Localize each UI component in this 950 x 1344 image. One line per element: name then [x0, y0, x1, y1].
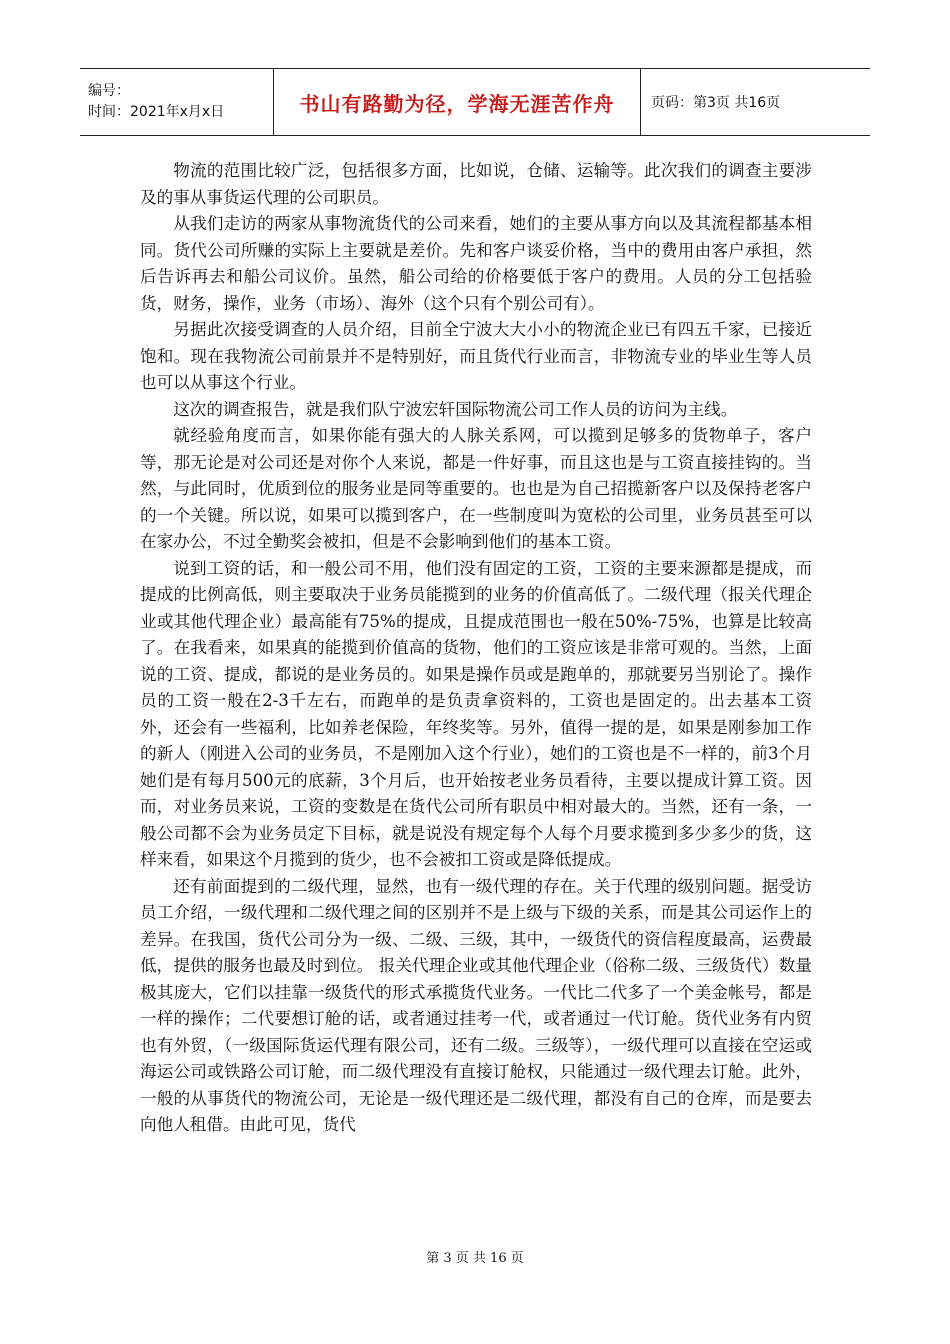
header-meta — [80, 69, 273, 135]
doc-number-label: 编号： — [88, 83, 130, 99]
paragraph: 说到工资的话，和一般公司不用，他们没有固定的工资，工资的主要来源都是提成，而提成的比例高低，则主要取决于业务员能揽到的业务的价值高低了。二级代理（报关代理企业或其他代理企业）最高能有75%的提成，且提成范围也一般在50%-75%，也算是比较高了。在我看来，如果真的能揽到价值高的货物，他们的工资应该是非常可观的。当然，上面说的工资、提成，都说的是业务员的。如果是操作员或是跑单的，那就要另当别论了。操作员的工资一般在2-3千左右，而跑单的是负责拿资料的，工资也是固定的。出去基本工资外，还会有一些福利，比如养老保险，年终奖等。另外，值得一提的是，如果是刚参加工作的新人（刚进入公司的业务员，不是刚加入这个行业），她们的工资也是不一样的，前3个月她们是有每月500元的底薪，3个月后，也开始按老业务员看待，主要以提成计算工资。因而，对业务员来说，工资的变数是在货代公司所有职员中相对最大的。当然，还有一条，一般公司都不会为业务员定下目标，就是说没有规定每个人每个月要求揽到多少多少的货，这样来看，如果这个月揽到的货少，也不会被扣工资或是降低提成。 — [140, 558, 812, 869]
paragraph: 物流的范围比较广泛，包括很多方面，比如说，仓储、运输等。此次我们的调查主要涉及的事从事货运代理的公司职员。 — [140, 161, 812, 207]
paragraph: 还有前面提到的二级代理，显然，也有一级代理的存在。关于代理的级别问题。据受访员工介绍，一级代理和二级代理之间的区别并不是上级与下级的关系，而是其公司运作上的差异。在我国，货代公司分为一级、二级、三级，其中，一级货代的资信程度最高，运费最低，提供的服务也最及时到位。 报关代理企业或其他代理企业（俗称二级、三级货代）数量极其庞大，它们以挂靠一级货代的形式承揽货代业务。一代比二代多了一个美金帐号，都是一样的操作；二代要想订舱的话，或者通过挂考一代，或者通过一代订舱。货代业务有内贸也有外贸，（一级国际货运代理有限公司，还有二级。三级等），一级代理可以直接在空运或海运公司或铁路公司订舱，而二级代理没有直接订舱权，只能通过一级代理去订舱。此外，一般的从事货代的物流公司，无论是一级代理还是二级代理，都没有自己的仓库，而是要去向他人租借。由此可见，货代 — [140, 876, 812, 1134]
date-line: 时间：2021年x月x日 — [88, 104, 225, 120]
paragraph: 就经验角度而言，如果你能有强大的人脉关系网，可以揽到足够多的货物单子，客户等，那无论是对公司还是对你个人来说，都是一件好事，而且这也是与工资直接挂钩的。当然，与此同时，优质到位的服务业是同等重要的。也也是为自己招揽新客户以及保持老客户的一个关键。所以说，如果可以揽到客户，在一些制度叫为宽松的公司里，业务员甚至可以在家办公，不过全勤奖会被扣，但是不会影响到他们的基本工资。 — [140, 426, 812, 551]
document-body — [140, 158, 812, 1139]
paragraph: 从我们走访的两家从事物流货代的公司来看，她们的主要从事方向以及其流程都基本相同。货代公司所赚的实际上主要就是差价。先和客户谈妥价格，当中的费用由客户承担，然后告诉再去和船公司议价。虽然，船公司给的价格要低于客户的费用。人员的分工包括验货，财务，操作，业务（市场）、海外（这个只有个别公司有）。 — [140, 214, 812, 313]
footer-page-number: 第 3 页 共 16 页 — [426, 1251, 524, 1266]
header-page-info: 页码：第3页 共16页 — [651, 95, 781, 111]
header-motto: 书山有路勤为径，学海无涯苦作舟 — [299, 91, 615, 116]
header-page-info-cell — [641, 69, 870, 135]
header-motto-cell — [273, 69, 641, 135]
page-header — [80, 68, 870, 136]
page-footer — [0, 1247, 950, 1266]
paragraph: 这次的调查报告，就是我们队宁波宏轩国际物流公司工作人员的访问为主线。 — [173, 399, 738, 419]
paragraph: 另据此次接受调查的人员介绍，目前全宁波大大小小的物流企业已有四五千家，已接近饱和。现在我物流公司前景并不是特别好，而且货代行业而言，非物流专业的毕业生等人员也可以从事这个行业。 — [140, 320, 812, 392]
